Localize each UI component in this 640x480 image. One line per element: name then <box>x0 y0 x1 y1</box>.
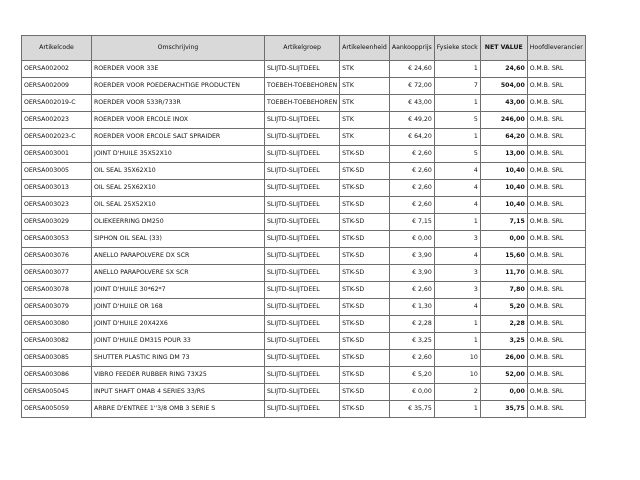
cell-unit[interactable]: STK-SD <box>340 282 390 299</box>
cell-stock[interactable]: 4 <box>434 197 480 214</box>
cell-description[interactable]: ANELLO PARAPOLVERE DX SCR <box>92 248 265 265</box>
cell-supplier[interactable]: O.M.B. SRL <box>527 384 585 401</box>
cell-stock[interactable]: 5 <box>434 146 480 163</box>
cell-unit[interactable]: STK <box>340 95 390 112</box>
cell-net-value[interactable]: 13,00 <box>480 146 527 163</box>
cell-net-value[interactable]: 246,00 <box>480 112 527 129</box>
cell-net-value[interactable]: 10,40 <box>480 180 527 197</box>
cell-unit[interactable]: STK-SD <box>340 350 390 367</box>
cell-code[interactable]: OERSA003023 <box>22 197 92 214</box>
cell-group[interactable]: SLIJTD-SLIJTDEEL <box>265 163 340 180</box>
header-stock[interactable]: Fysieke stock <box>434 36 480 61</box>
table-row <box>22 214 586 231</box>
cell-net-value[interactable]: 64,20 <box>480 129 527 146</box>
cell-supplier[interactable]: O.M.B. SRL <box>527 180 585 197</box>
cell-stock[interactable]: 1 <box>434 401 480 418</box>
cell-unit[interactable]: STK <box>340 61 390 78</box>
cell-description[interactable]: OIL SEAL 25X52X10 <box>92 197 265 214</box>
cell-price[interactable]: € 64,20 <box>389 129 434 146</box>
table-row <box>22 197 586 214</box>
cell-supplier[interactable]: O.M.B. SRL <box>527 265 585 282</box>
cell-group[interactable]: SLIJTD-SLIJTDEEL <box>265 282 340 299</box>
table-row <box>22 146 586 163</box>
cell-group[interactable]: SLIJTD-SLIJTDEEL <box>265 248 340 265</box>
cell-code[interactable]: OERSA003077 <box>22 265 92 282</box>
cell-group[interactable]: SLIJTD-SLIJTDEEL <box>265 61 340 78</box>
cell-description[interactable]: ARBRE D'ENTREE 1''3/8 OMB 3 SERIE S <box>92 401 265 418</box>
cell-unit[interactable]: STK-SD <box>340 231 390 248</box>
cell-supplier[interactable]: O.M.B. SRL <box>527 78 585 95</box>
cell-code[interactable]: OERSA003005 <box>22 163 92 180</box>
cell-net-value[interactable]: 11,70 <box>480 265 527 282</box>
cell-code[interactable]: OERSA005059 <box>22 401 92 418</box>
cell-group[interactable]: SLIJTD-SLIJTDEEL <box>265 129 340 146</box>
cell-group[interactable]: SLIJTD-SLIJTDEEL <box>265 146 340 163</box>
cell-description[interactable]: OIL SEAL 35X62X10 <box>92 163 265 180</box>
cell-group[interactable]: SLIJTD-SLIJTDEEL <box>265 197 340 214</box>
cell-group[interactable]: SLIJTD-SLIJTDEEL <box>265 333 340 350</box>
cell-net-value[interactable]: 52,00 <box>480 367 527 384</box>
cell-supplier[interactable]: O.M.B. SRL <box>527 248 585 265</box>
cell-price[interactable]: € 2,60 <box>389 350 434 367</box>
cell-group[interactable]: SLIJTD-SLIJTDEEL <box>265 316 340 333</box>
header-code[interactable]: Artikelcode <box>22 36 92 61</box>
cell-net-value[interactable]: 5,20 <box>480 299 527 316</box>
cell-supplier[interactable]: O.M.B. SRL <box>527 333 585 350</box>
cell-stock[interactable]: 2 <box>434 384 480 401</box>
cell-code[interactable]: OERSA003013 <box>22 180 92 197</box>
cell-supplier[interactable]: O.M.B. SRL <box>527 401 585 418</box>
cell-code[interactable]: OERSA003001 <box>22 146 92 163</box>
cell-description[interactable]: SHUTTER PLASTIC RING DM 73 <box>92 350 265 367</box>
header-unit[interactable]: Artikeleenheid <box>340 36 390 61</box>
cell-unit[interactable]: STK <box>340 78 390 95</box>
cell-description[interactable]: VIBRO FEEDER RUBBER RING 73X25 <box>92 367 265 384</box>
table-row <box>22 129 586 146</box>
table-row <box>22 265 586 282</box>
cell-group[interactable]: SLIJTD-SLIJTDEEL <box>265 231 340 248</box>
cell-code[interactable]: OERSA002023 <box>22 112 92 129</box>
cell-stock[interactable]: 1 <box>434 61 480 78</box>
cell-price[interactable]: € 3,25 <box>389 333 434 350</box>
cell-group[interactable]: SLIJTD-SLIJTDEEL <box>265 180 340 197</box>
cell-price[interactable]: € 35,75 <box>389 401 434 418</box>
cell-supplier[interactable]: O.M.B. SRL <box>527 367 585 384</box>
cell-net-value[interactable]: 3,25 <box>480 333 527 350</box>
cell-stock[interactable]: 3 <box>434 265 480 282</box>
cell-price[interactable]: € 5,20 <box>389 367 434 384</box>
cell-code[interactable]: OERSA003029 <box>22 214 92 231</box>
cell-unit[interactable]: STK-SD <box>340 197 390 214</box>
cell-net-value[interactable]: 10,40 <box>480 163 527 180</box>
cell-stock[interactable]: 3 <box>434 231 480 248</box>
cell-description[interactable]: JOINT D'HUILE 35X52X10 <box>92 146 265 163</box>
cell-stock[interactable]: 1 <box>434 129 480 146</box>
cell-unit[interactable]: STK-SD <box>340 163 390 180</box>
header-description[interactable]: Omschrijving <box>92 36 265 61</box>
cell-description[interactable]: JOINT D'HUILE DM315 POUR 33 <box>92 333 265 350</box>
cell-stock[interactable]: 10 <box>434 367 480 384</box>
cell-group[interactable]: SLIJTD-SLIJTDEEL <box>265 265 340 282</box>
cell-price[interactable]: € 0,00 <box>389 231 434 248</box>
table-row <box>22 333 586 350</box>
cell-price[interactable]: € 3,90 <box>389 265 434 282</box>
table-row <box>22 282 586 299</box>
cell-supplier[interactable]: O.M.B. SRL <box>527 282 585 299</box>
cell-description[interactable]: ANELLO PARAPOLVERE SX SCR <box>92 265 265 282</box>
cell-price[interactable]: € 2,60 <box>389 282 434 299</box>
cell-price[interactable]: € 2,60 <box>389 197 434 214</box>
cell-code[interactable]: OERSA005045 <box>22 384 92 401</box>
cell-code[interactable]: OERSA002002 <box>22 61 92 78</box>
cell-supplier[interactable]: O.M.B. SRL <box>527 112 585 129</box>
table-row <box>22 112 586 129</box>
cell-code[interactable]: OERSA003078 <box>22 282 92 299</box>
cell-net-value[interactable]: 0,00 <box>480 231 527 248</box>
table-row <box>22 316 586 333</box>
header-net-value[interactable]: NET VALUE <box>480 36 527 61</box>
cell-supplier[interactable]: O.M.B. SRL <box>527 146 585 163</box>
cell-stock[interactable]: 4 <box>434 180 480 197</box>
cell-price[interactable]: € 7,15 <box>389 214 434 231</box>
cell-supplier[interactable]: O.M.B. SRL <box>527 95 585 112</box>
cell-code[interactable]: OERSA003079 <box>22 299 92 316</box>
table-row <box>22 180 586 197</box>
cell-stock[interactable]: 1 <box>434 214 480 231</box>
header-row <box>22 36 586 61</box>
table-row <box>22 350 586 367</box>
header-price[interactable]: Aankoopprijs <box>389 36 434 61</box>
cell-price[interactable]: € 24,60 <box>389 61 434 78</box>
cell-group[interactable]: TOEBEH-TOEBEHOREN <box>265 78 340 95</box>
table-row <box>22 163 586 180</box>
cell-unit[interactable]: STK-SD <box>340 248 390 265</box>
cell-supplier[interactable]: O.M.B. SRL <box>527 350 585 367</box>
cell-price[interactable]: € 2,60 <box>389 180 434 197</box>
table-row <box>22 231 586 248</box>
header-group[interactable]: Artikelgroep <box>265 36 340 61</box>
cell-unit[interactable]: STK-SD <box>340 146 390 163</box>
cell-stock[interactable]: 5 <box>434 112 480 129</box>
cell-price[interactable]: € 2,60 <box>389 163 434 180</box>
cell-net-value[interactable]: 0,00 <box>480 384 527 401</box>
inventory-table <box>21 35 586 418</box>
cell-description[interactable]: ROERDER VOOR POEDERACHTIGE PRODUCTEN <box>92 78 265 95</box>
cell-code[interactable]: OERSA003076 <box>22 248 92 265</box>
cell-code[interactable]: OERSA002023-C <box>22 129 92 146</box>
cell-supplier[interactable]: O.M.B. SRL <box>527 163 585 180</box>
cell-code[interactable]: OERSA003086 <box>22 367 92 384</box>
cell-group[interactable]: SLIJTD-SLIJTDEEL <box>265 401 340 418</box>
cell-stock[interactable]: 4 <box>434 163 480 180</box>
cell-description[interactable]: INPUT SHAFT OMAB 4 SERIES 33/RS <box>92 384 265 401</box>
header-supplier[interactable]: Hoofdleverancier <box>527 36 585 61</box>
cell-unit[interactable]: STK-SD <box>340 384 390 401</box>
table-row <box>22 401 586 418</box>
table-row <box>22 95 586 112</box>
table-row <box>22 248 586 265</box>
cell-group[interactable]: TOEBEH-TOEBEHOREN <box>265 95 340 112</box>
cell-code[interactable]: OERSA003082 <box>22 333 92 350</box>
cell-supplier[interactable]: O.M.B. SRL <box>527 316 585 333</box>
cell-group[interactable]: SLIJTD-SLIJTDEEL <box>265 367 340 384</box>
cell-code[interactable]: OERSA002019-C <box>22 95 92 112</box>
cell-supplier[interactable]: O.M.B. SRL <box>527 299 585 316</box>
cell-stock[interactable]: 4 <box>434 299 480 316</box>
cell-price[interactable]: € 43,00 <box>389 95 434 112</box>
cell-unit[interactable]: STK <box>340 129 390 146</box>
cell-group[interactable]: SLIJTD-SLIJTDEEL <box>265 214 340 231</box>
cell-price[interactable]: € 2,28 <box>389 316 434 333</box>
cell-price[interactable]: € 0,00 <box>389 384 434 401</box>
cell-net-value[interactable]: 504,00 <box>480 78 527 95</box>
cell-stock[interactable]: 1 <box>434 316 480 333</box>
cell-code[interactable]: OERSA003053 <box>22 231 92 248</box>
table-row <box>22 367 586 384</box>
cell-code[interactable]: OERSA003085 <box>22 350 92 367</box>
cell-description[interactable]: ROERDER VOOR ERCOLE SALT SPRAIDER <box>92 129 265 146</box>
cell-description[interactable]: JOINT D'HUILE OR 168 <box>92 299 265 316</box>
cell-unit[interactable]: STK-SD <box>340 401 390 418</box>
cell-price[interactable]: € 49,20 <box>389 112 434 129</box>
cell-supplier[interactable]: O.M.B. SRL <box>527 231 585 248</box>
cell-description[interactable]: JOINT D'HUILE 30*62*7 <box>92 282 265 299</box>
table-row <box>22 384 586 401</box>
cell-net-value[interactable]: 2,28 <box>480 316 527 333</box>
cell-description[interactable]: SIPHON OIL SEAL (33) <box>92 231 265 248</box>
cell-net-value[interactable]: 7,80 <box>480 282 527 299</box>
cell-supplier[interactable]: O.M.B. SRL <box>527 129 585 146</box>
cell-description[interactable]: ROERDER VOOR ERCOLE INOX <box>92 112 265 129</box>
cell-stock[interactable]: 1 <box>434 333 480 350</box>
cell-description[interactable]: JOINT D'HUILE 20X42X6 <box>92 316 265 333</box>
cell-net-value[interactable]: 15,60 <box>480 248 527 265</box>
cell-group[interactable]: SLIJTD-SLIJTDEEL <box>265 299 340 316</box>
cell-description[interactable]: ROERDER VOOR 533R/733R <box>92 95 265 112</box>
cell-price[interactable]: € 3,90 <box>389 248 434 265</box>
cell-unit[interactable]: STK-SD <box>340 299 390 316</box>
cell-description[interactable]: OLIEKEERRING DM250 <box>92 214 265 231</box>
table-row <box>22 299 586 316</box>
cell-stock[interactable]: 3 <box>434 282 480 299</box>
cell-group[interactable]: SLIJTD-SLIJTDEEL <box>265 350 340 367</box>
cell-unit[interactable]: STK <box>340 112 390 129</box>
cell-group[interactable]: SLIJTD-SLIJTDEEL <box>265 384 340 401</box>
cell-description[interactable]: OIL SEAL 25X62X10 <box>92 180 265 197</box>
cell-stock[interactable]: 10 <box>434 350 480 367</box>
cell-price[interactable]: € 2,60 <box>389 146 434 163</box>
cell-net-value[interactable]: 26,00 <box>480 350 527 367</box>
table-row <box>22 61 586 78</box>
cell-code[interactable]: OERSA002009 <box>22 78 92 95</box>
cell-net-value[interactable]: 35,75 <box>480 401 527 418</box>
cell-net-value[interactable]: 7,15 <box>480 214 527 231</box>
cell-stock[interactable]: 7 <box>434 78 480 95</box>
cell-unit[interactable]: STK-SD <box>340 214 390 231</box>
cell-price[interactable]: € 1,30 <box>389 299 434 316</box>
cell-unit[interactable]: STK-SD <box>340 265 390 282</box>
cell-group[interactable]: SLIJTD-SLIJTDEEL <box>265 112 340 129</box>
cell-price[interactable]: € 72,00 <box>389 78 434 95</box>
cell-supplier[interactable]: O.M.B. SRL <box>527 214 585 231</box>
cell-net-value[interactable]: 43,00 <box>480 95 527 112</box>
cell-stock[interactable]: 1 <box>434 95 480 112</box>
cell-description[interactable]: ROERDER VOOR 33E <box>92 61 265 78</box>
table-row <box>22 78 586 95</box>
cell-unit[interactable]: STK-SD <box>340 316 390 333</box>
cell-supplier[interactable]: O.M.B. SRL <box>527 197 585 214</box>
cell-net-value[interactable]: 10,40 <box>480 197 527 214</box>
table-body <box>22 61 586 418</box>
cell-unit[interactable]: STK-SD <box>340 367 390 384</box>
cell-code[interactable]: OERSA003080 <box>22 316 92 333</box>
cell-net-value[interactable]: 24,60 <box>480 61 527 78</box>
cell-stock[interactable]: 4 <box>434 248 480 265</box>
cell-unit[interactable]: STK-SD <box>340 333 390 350</box>
cell-supplier[interactable]: O.M.B. SRL <box>527 61 585 78</box>
cell-unit[interactable]: STK-SD <box>340 180 390 197</box>
